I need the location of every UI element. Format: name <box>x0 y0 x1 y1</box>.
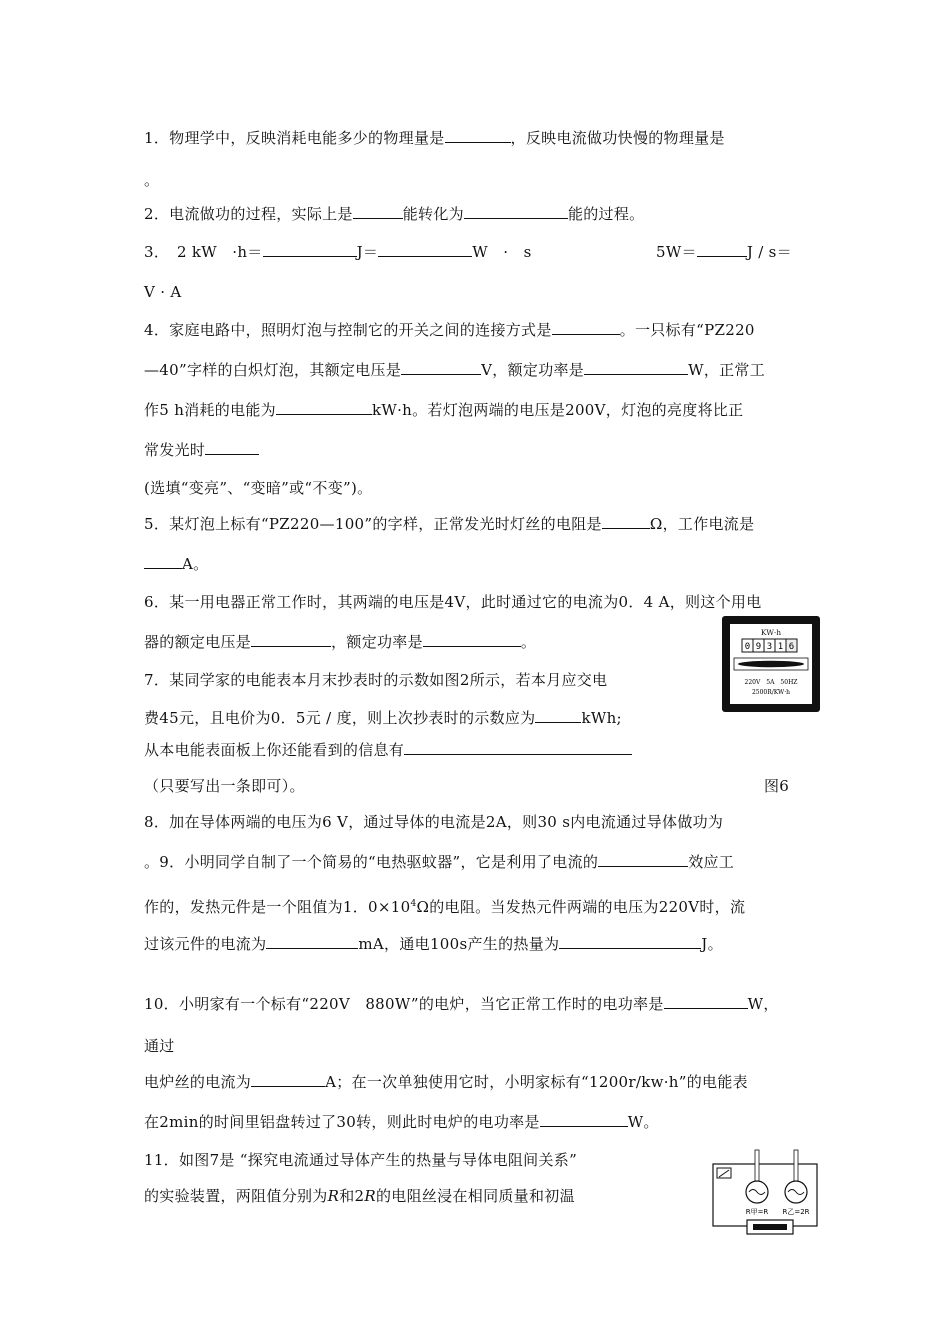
q11-var-r1: R <box>327 1187 340 1205</box>
q1-blank-1[interactable] <box>445 128 511 143</box>
meter-digit-4: 1 <box>777 642 784 652</box>
meter-digit-5: 6 <box>788 642 795 652</box>
q10-blank-3[interactable] <box>540 1112 628 1127</box>
label-r-yi: R乙=2R <box>782 1208 810 1216</box>
q9-exponent: 4 <box>410 899 417 909</box>
q7-line4: （只要写出一条即可）。 <box>144 777 305 795</box>
q4-blank-5[interactable] <box>205 440 259 455</box>
q3-blank-3[interactable] <box>697 242 747 257</box>
q2-blank-1[interactable] <box>353 204 403 219</box>
q9-line1: 。9．小明同学自制了一个简易的“电热驱蚊器”，它是利用了电流的 效应工 <box>144 853 735 871</box>
q4-line3: 作5 h消耗的电能为 kW·h。若灯泡两端的电压是200V，灯泡的亮度将比正 <box>144 401 744 419</box>
q11-line1: 11．如图7是 “探究电流通过导体产生的热量与导体电阻间关系” <box>144 1151 578 1169</box>
q4-blank-1[interactable] <box>552 320 620 335</box>
q3-line1: 3． 2 kW ·h＝ J＝ W · s <box>144 243 532 261</box>
q10-blank-2[interactable] <box>251 1072 325 1087</box>
q10-line3: 电炉丝的电流为 A；在一次单独使用它时，小明家标有“1200r/kw·h”的电能表 <box>144 1073 748 1091</box>
meter-disc <box>738 661 804 667</box>
q9-line3: 过该元件的电流为 mA，通电100s产生的热量为 J。 <box>144 935 723 953</box>
q8-line: 8．加在导体两端的电压为6 V，通过导体的电流是2A，则30 s内电流通过导体做功为 <box>144 813 724 831</box>
q4-blank-2[interactable] <box>401 360 481 375</box>
q5-blank-2[interactable] <box>144 554 182 569</box>
q1-line2: 。 <box>144 171 160 189</box>
figure-6-caption: 图6 <box>764 777 790 795</box>
label-r-jia: R甲=R <box>745 1208 769 1216</box>
q4-line1: 4．家庭电路中，照明灯泡与控制它的开关之间的连接方式是 。一只标有“PZ220 <box>144 321 755 339</box>
q5-line2: A。 <box>144 554 208 574</box>
q3-blank-1[interactable] <box>263 242 357 257</box>
q7-line3: 从本电能表面板上你还能看到的信息有 <box>144 740 632 760</box>
q2-blank-2[interactable] <box>464 204 568 219</box>
q6-blank-1[interactable] <box>251 632 331 647</box>
q6-blank-2[interactable] <box>423 632 521 647</box>
q11-line2: 的实验装置，两阻值分别为R和2R的电阻丝浸在相同质量和初温 <box>144 1187 575 1205</box>
q7-blank-1[interactable] <box>535 708 581 723</box>
meter-digit-2: 9 <box>755 642 762 652</box>
q3-line2: V · A <box>144 283 182 301</box>
q4-blank-4[interactable] <box>276 400 372 415</box>
q1-line1: 1．物理学中，反映消耗电能多少的物理量是 ，反映电流做功快慢的物理量是 <box>144 129 725 147</box>
q10-line4: 在2min的时间里铝盘转过了30转，则此时电炉的电功率是 W。 <box>144 1113 659 1131</box>
meter-unit: KW·h <box>760 628 782 637</box>
q7-blank-2[interactable] <box>404 740 632 755</box>
q4-line5: (选填“变亮”、“变暗”或“不变”)。 <box>144 479 373 497</box>
q9-blank-1[interactable] <box>598 852 688 867</box>
q7-line1: 7．某同学家的电能表本月末抄表时的示数如图2所示，若本月应交电 <box>144 671 608 689</box>
q9-blank-2[interactable] <box>266 934 358 949</box>
meter-digit-1: 0 <box>744 642 751 652</box>
q5-line1: 5．某灯泡上标有“PZ220—100”的字样，正常发光时灯丝的电阻是 Ω，工作电流是 <box>144 515 755 533</box>
q4-line2: —40”字样的白炽灯泡，其额定电压是 V，额定功率是 W，正常工 <box>144 361 766 379</box>
q10-line1: 10．小明家有一个标有“220V 880W”的电炉，当它正常工作时的电功率是 W， <box>144 995 779 1013</box>
circuit-apparatus-figure <box>705 1148 825 1240</box>
meter-digit-3: 3 <box>766 642 773 652</box>
q3-line1-right: 5W＝ J / s＝ <box>656 243 792 261</box>
q6-line2: 器的额定电压是 ，额定功率是 。 <box>144 633 537 651</box>
electricity-meter-figure <box>720 614 822 714</box>
q10-blank-1[interactable] <box>664 994 748 1009</box>
meter-spec-line1: 220V 5A 50HZ <box>744 679 798 686</box>
meter-spec-line2: 2500R/KW·h <box>751 689 791 696</box>
q10-line2: 通过 <box>144 1037 175 1055</box>
q4-blank-3[interactable] <box>584 360 688 375</box>
q11-var-r2: R <box>364 1187 376 1205</box>
q2-line: 2．电流做功的过程，实际上是 能转化为 能的过程。 <box>144 205 645 223</box>
q5-blank-1[interactable] <box>602 514 650 529</box>
q9-blank-3[interactable] <box>559 934 701 949</box>
q4-line4: 常发光时 <box>144 440 259 460</box>
q3-blank-2[interactable] <box>378 242 472 257</box>
q7-line2: 费45元，且电价为0．5元 / 度，则上次抄表时的示数应为 kWh; <box>144 709 622 727</box>
q9-line2: 作的，发热元件是一个阻值为1．$0\times 10^4\Omega$的电阻。当发热元件两端的电压为220V时，流 <box>144 898 746 916</box>
q6-line1: 6．某一用电器正常工作时，其两端的电压是4V，此时通过它的电流为0．4 A，则这个用电 <box>144 593 762 611</box>
